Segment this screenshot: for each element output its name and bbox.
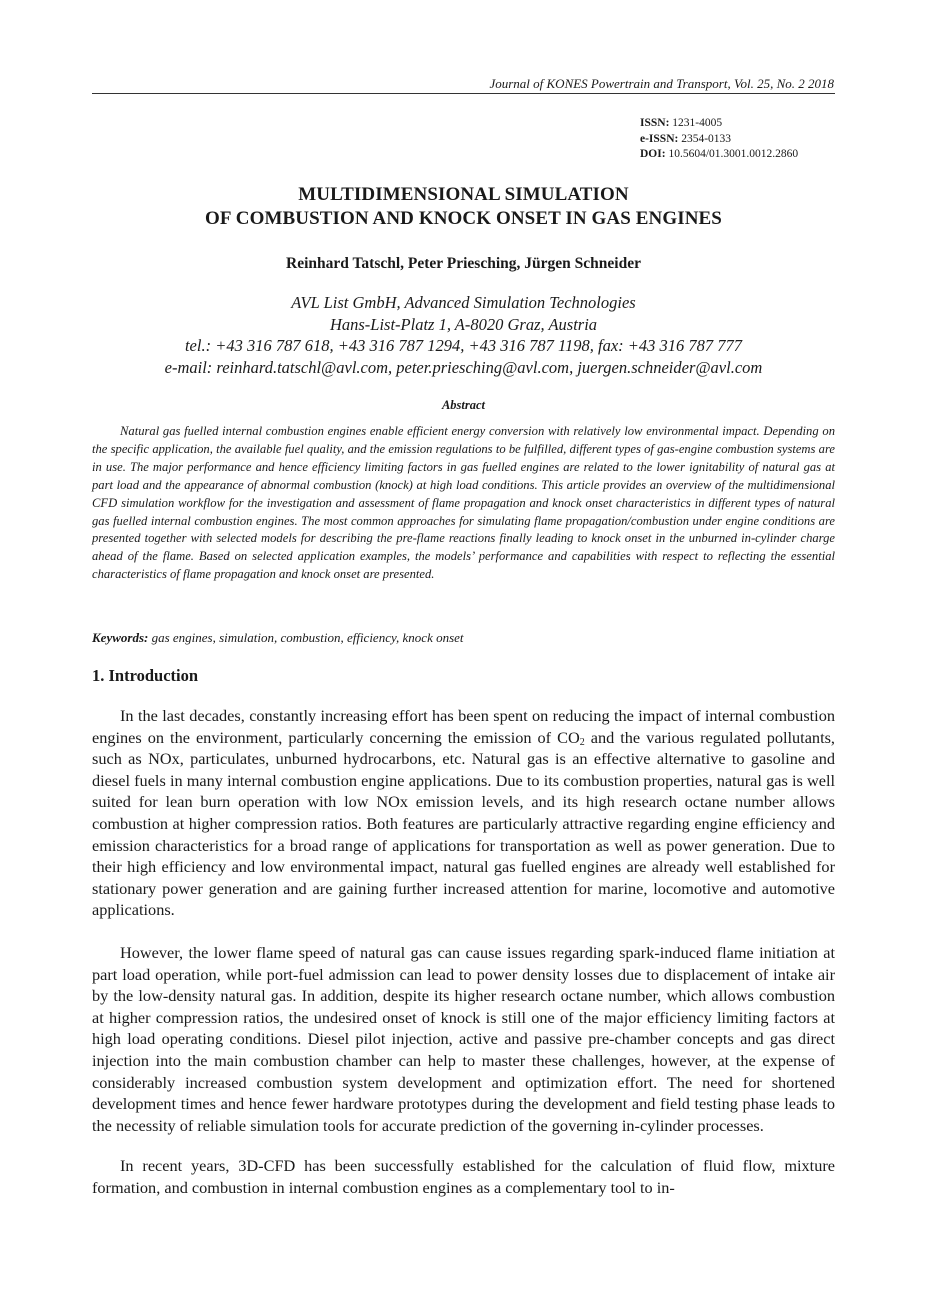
journal-header: Journal of KONES Powertrain and Transport, Vol. 25, No. 2 2018 — [489, 76, 834, 91]
affiliation-emails: e-mail: reinhard.tatschl@avl.com, peter.priesching@avl.com, juergen.schneider@avl.com — [164, 357, 763, 377]
keywords-label: Keywords: — [92, 630, 149, 645]
abstract-heading: Abstract — [441, 398, 486, 412]
eissn-label: e-ISSN: — [640, 132, 679, 145]
eissn-line — [640, 132, 798, 148]
paper-title — [92, 183, 835, 231]
intro-p1-part-b: and the various regulated pollutants, such as NOx, particulates, unburned hydrocarbons, etc. Natural gas is an effective alternative to gasoline and diesel fuels in many internal combustion engine applications. Due to its combustion properties, natural gas is well suited for lean burn operation with low NOx emission levels, and its high research octane number allows combustion at higher compression ratios. Both features are particularly attractive regarding engine efficiency and emission characteristics for a broad range of applications for transportation as well as power generation. Due to their high efficiency and low environmental impact, natural gas fuelled engines are already well established for stationary power generation and are gaining further increased attention for marine, locomotive and automotive applications. — [92, 727, 835, 920]
intro-p1-part-a: In the last decades, constantly increasing effort has been spent on reducing the impact of internal combustion engines on the environment, particularly concerning the emission of CO — [92, 706, 835, 747]
doi-line — [640, 147, 798, 163]
title-line-2: OF COMBUSTION AND KNOCK ONSET IN GAS ENGINES — [205, 208, 722, 229]
abstract-text: Natural gas fuelled internal combustion engines enable efficient energy conversion with relatively low environmental impact. Depending on the specific application, the available fuel quality, and the emission regulations to be fulfilled, different types of gas-engine combustion systems are in use. The major performance and hence efficiency limiting factors in gas fuelled engines are related to the lower ignitability of natural gas at part load and the appearance of abnormal combustion (knock) at high load conditions. This article provides an overview of the multidimensional CFD simulation workflow for the investigation and assessment of flame propagation and knock onset characteristics in different types of natural gas fuelled internal combustion engines. The most common approaches for simulating flame propagation/combustion under engine conditions are presented together with selected models for describing the pre-flame reactions finally leading to knock onset in the unburned in-cylinder charge ahead of the flame. Based on selected application examples, the models’ performance and capabilities with respect to reflecting the essential characteristics of flame propagation and knock onset are presented. — [92, 424, 835, 582]
affiliation-address: Hans-List-Platz 1, A-8020 Graz, Austria — [329, 314, 598, 334]
authors: Reinhard Tatschl, Peter Priesching, Jürgen Schneider — [286, 255, 641, 272]
issn-label: ISSN: — [640, 117, 670, 129]
title-line-1: MULTIDIMENSIONAL SIMULATION — [298, 184, 629, 205]
co2-subscript: 2 — [579, 736, 585, 748]
eissn-value: 2354-0133 — [681, 132, 732, 145]
identifiers-block — [640, 116, 798, 163]
issn-value: 1231-4005 — [672, 117, 723, 129]
section-heading: 1. Introduction — [92, 666, 199, 685]
doi-value: 10.5604/01.3001.0012.2860 — [668, 148, 799, 160]
doi-label: DOI: — [640, 148, 666, 160]
header-rule — [92, 93, 835, 94]
intro-paragraph-1 — [92, 705, 835, 921]
keywords-text: gas engines, simulation, combustion, efficiency, knock onset — [151, 630, 464, 645]
issn-line — [640, 116, 798, 132]
affiliation — [92, 292, 835, 378]
affiliation-org: AVL List GmbH, Advanced Simulation Technologies — [291, 293, 636, 312]
affiliation-phones: tel.: +43 316 787 618, +43 316 787 1294, +43 316 787 1198, fax: +43 316 787 777 — [184, 336, 743, 355]
keywords — [92, 629, 835, 646]
intro-paragraph-2: However, the lower flame speed of natural gas can cause issues regarding spark-induced flame initiation at part load operation, while port-fuel admission can lead to power density losses due to displacement of intake air by the low-density natural gas. In addition, despite its higher research octane number, which allows combustion at higher compression ratios, the undesired onset of knock is still one of the major efficiency limiting factors at high load operating conditions. Diesel pilot injection, active and passive pre-chamber concepts and gas direct injection into the main combustion chamber can help to master these challenges, however, at the expense of considerably increased combustion system development and optimization effort. The need for shortened development times and hence fewer hardware prototypes during the development and field testing phase leads to the necessity of reliable simulation tools for accurate prediction of the governing in-cylinder processes. — [92, 943, 835, 1135]
intro-paragraph-3: In recent years, 3D-CFD has been successfully established for the calculation of fluid flow, mixture formation, and combustion in internal combustion engines as a complementary tool to in- — [92, 1156, 835, 1197]
